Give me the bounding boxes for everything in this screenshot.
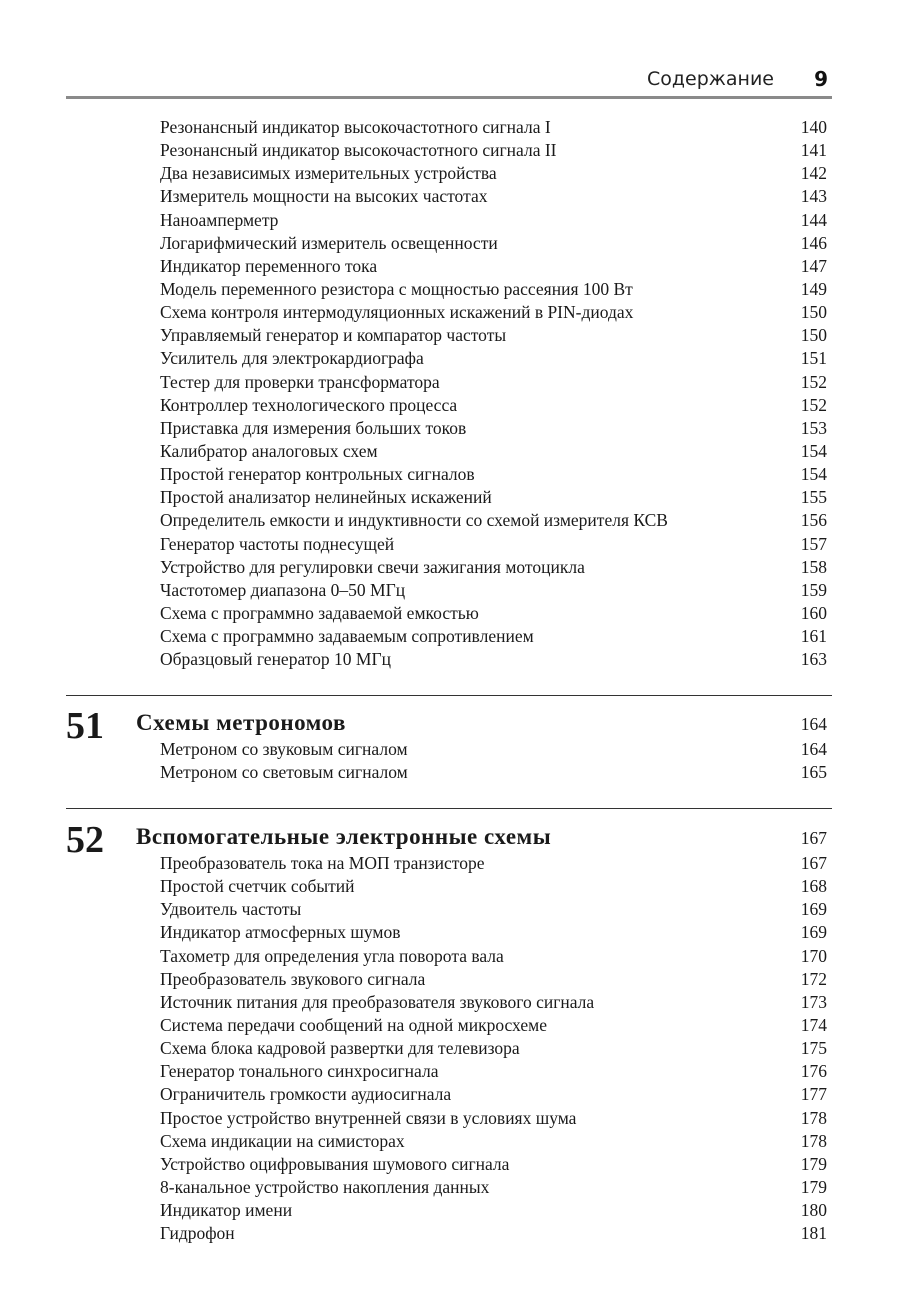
toc-entry-page: 141	[800, 140, 827, 161]
toc-entry-page: 180	[800, 1200, 827, 1221]
toc-entry-page: 174	[800, 1014, 827, 1035]
toc-entry-page: 168	[800, 876, 827, 897]
toc-entry	[160, 968, 827, 991]
toc-entry-title: Ограничитель громкости аудиосигнала	[160, 1084, 452, 1105]
toc-entry	[160, 1083, 827, 1106]
toc-entry-page: 152	[800, 394, 827, 415]
toc-entry-page: 150	[800, 325, 827, 346]
toc-entry-page: 156	[800, 510, 827, 531]
toc-entry	[160, 648, 827, 671]
toc-entry-title: Тестер для проверки трансформатора	[160, 371, 440, 392]
toc-entry-title: Схема с программно задаваемым сопротивлением	[160, 626, 534, 647]
toc-entry-title: Схема блока кадровой развертки для телевизора	[160, 1038, 520, 1059]
toc-entry-page: 158	[800, 556, 827, 577]
toc-entry-title: Схема индикации на симисторах	[160, 1130, 405, 1151]
toc-entry	[160, 371, 827, 394]
toc-entry	[160, 232, 827, 255]
toc-entry-page: 153	[800, 417, 827, 438]
toc-entry	[160, 1060, 827, 1083]
toc-entry-title: Образцовый генератор 10 МГц	[160, 649, 391, 670]
toc-entry	[160, 1222, 827, 1245]
toc-entry-page: 143	[800, 186, 827, 207]
toc-entry-page: 169	[800, 922, 827, 943]
toc-entry-page: 179	[800, 1176, 827, 1197]
toc-entry-title: Простое устройство внутренней связи в условиях шума	[160, 1107, 577, 1128]
toc-entry-title: Калибратор аналоговых схем	[160, 440, 378, 461]
toc-entry	[160, 556, 827, 579]
toc-entry	[160, 162, 827, 185]
toc-entry-page: 165	[800, 762, 827, 783]
toc-entry-title: Резонансный индикатор высокочастотного сигнала II	[160, 140, 557, 161]
toc-entry-page: 161	[800, 626, 827, 647]
chapter-divider	[66, 695, 832, 696]
toc-entry	[160, 602, 827, 625]
page-header	[66, 60, 832, 99]
toc-entry-page: 140	[800, 117, 827, 137]
toc-entry-title: Схема контроля интермодуляционных искажений в PIN-диодах	[160, 302, 634, 323]
toc-entry	[160, 463, 827, 486]
toc-entry	[160, 394, 827, 417]
toc-entry-title: Простой генератор контрольных сигналов	[160, 464, 475, 485]
toc-entry	[160, 1199, 827, 1222]
toc-entry-title: Преобразователь тока на МОП транзисторе	[160, 853, 485, 873]
toc-entry	[160, 579, 827, 602]
toc-entry-title: Тахометр для определения угла поворота вала	[160, 945, 504, 966]
toc-entry-title: Метроном со звуковым сигналом	[160, 739, 408, 759]
toc-entry-page: 149	[800, 278, 827, 299]
toc-entry-title: Определитель емкости и индуктивности со схемой измерителя КСВ	[160, 510, 668, 531]
toc-entry	[160, 875, 827, 898]
toc-entry-page: 144	[800, 209, 827, 230]
toc-entry	[160, 533, 827, 556]
toc-entry-title: Источник питания для преобразователя звукового сигнала	[160, 991, 595, 1012]
running-header-title: Содержание	[647, 68, 774, 90]
toc-entry-title: Индикатор атмосферных шумов	[160, 922, 401, 943]
toc-entry	[160, 1153, 827, 1176]
toc-entry	[160, 301, 827, 324]
toc-entry	[160, 945, 827, 968]
toc-entry	[160, 991, 827, 1014]
chapter-title: Вспомогательные электронные схемы	[136, 824, 552, 849]
toc-entry-page: 152	[800, 371, 827, 392]
toc-entry-title: Управляемый генератор и компаратор частоты	[160, 325, 507, 346]
toc-entry-page: 169	[800, 899, 827, 920]
toc-entry-title: Удвоитель частоты	[160, 899, 302, 920]
toc-entry-title: Устройство для регулировки свечи зажигания мотоцикла	[160, 556, 585, 577]
toc-entry-title: Простой анализатор нелинейных искажений	[160, 487, 492, 508]
toc-entry	[160, 255, 827, 278]
toc-entry-page: 151	[800, 348, 827, 369]
toc-entry-title: Гидрофон	[160, 1223, 235, 1244]
toc-entry	[160, 1176, 827, 1199]
toc-entry	[160, 738, 827, 761]
toc-entry-title: Схема с программно задаваемой емкостью	[160, 602, 479, 623]
toc-entry-page: 154	[800, 440, 827, 461]
toc-entry-title: Контроллер технологического процесса	[160, 394, 458, 415]
chapter-number: 52	[66, 819, 104, 861]
toc-entry-title: Преобразователь звукового сигнала	[160, 968, 426, 989]
toc-entry-title: Усилитель для электрокардиографа	[160, 348, 424, 369]
toc-entry	[160, 209, 827, 232]
toc-entry-list	[160, 738, 827, 784]
toc-entry-page: 173	[800, 991, 827, 1012]
toc-entry-page: 181	[800, 1223, 827, 1244]
toc-entry	[160, 116, 827, 139]
chapter-number: 51	[66, 705, 104, 747]
toc-entry-page: 157	[800, 533, 827, 554]
chapter-divider	[66, 808, 832, 809]
toc-entry	[160, 1037, 827, 1060]
toc-entry-page: 155	[800, 487, 827, 508]
toc-entry	[160, 1014, 827, 1037]
toc-entry-page: 160	[800, 602, 827, 623]
toc-entry-page: 172	[800, 968, 827, 989]
toc-entry-page: 179	[800, 1153, 827, 1174]
running-header-page-number: 9	[814, 67, 828, 91]
toc-entry-title: Простой счетчик событий	[160, 876, 355, 897]
toc-entry-page: 176	[800, 1061, 827, 1082]
toc-entry-title: Устройство оцифровывания шумового сигнала	[160, 1153, 510, 1174]
toc-entry	[160, 324, 827, 347]
toc-entry	[160, 921, 827, 944]
toc-entry	[160, 185, 827, 208]
toc-entry-page: 170	[800, 945, 827, 966]
toc-entry-title: Частотомер диапазона 0–50 МГц	[160, 579, 406, 600]
toc-entry-page: 159	[800, 579, 827, 600]
toc-entry	[160, 625, 827, 648]
toc-entry	[160, 898, 827, 921]
toc-entry-title: 8-канальное устройство накопления данных	[160, 1176, 490, 1197]
toc-entry	[160, 1130, 827, 1153]
toc-entry-title: Модель переменного резистора с мощностью рассеяния 100 Вт	[160, 278, 633, 299]
toc-entry-title: Система передачи сообщений на одной микросхеме	[160, 1014, 547, 1035]
toc-entry-page: 163	[800, 649, 827, 670]
toc-entry-page: 167	[800, 853, 827, 873]
toc-entry-page: 146	[800, 232, 827, 253]
toc-entry-list	[160, 852, 827, 1245]
toc-entry-title: Два независимых измерительных устройства	[160, 163, 497, 184]
toc-entry-title: Логарифмический измеритель освещенности	[160, 232, 498, 253]
toc-entry	[160, 139, 827, 162]
toc-entry-page: 175	[800, 1038, 827, 1059]
toc-entry-page: 154	[800, 464, 827, 485]
toc-entry-title: Приставка для измерения больших токов	[160, 417, 467, 438]
toc-entry-list	[160, 116, 827, 671]
toc-entry	[160, 347, 827, 370]
toc-entry-page: 150	[800, 302, 827, 323]
toc-entry	[160, 486, 827, 509]
toc-entry-title: Генератор тонального синхросигнала	[160, 1061, 439, 1082]
toc-entry	[160, 852, 827, 875]
toc-entry-title: Генератор частоты поднесущей	[160, 533, 395, 554]
toc-entry	[160, 761, 827, 784]
chapter-title: Схемы метрономов	[136, 710, 346, 735]
toc-entry-page: 178	[800, 1107, 827, 1128]
toc-entry-title: Метроном со световым сигналом	[160, 762, 408, 783]
toc-entry-title: Резонансный индикатор высокочастотного сигнала I	[160, 117, 551, 137]
toc-entry-page: 147	[800, 255, 827, 276]
toc-entry-page: 177	[800, 1084, 827, 1105]
toc-entry-title: Индикатор имени	[160, 1200, 293, 1221]
toc-entry	[160, 1107, 827, 1130]
toc-entry-page: 164	[800, 739, 827, 759]
toc-entry	[160, 509, 827, 532]
toc-entry	[160, 278, 827, 301]
toc-entry-page: 178	[800, 1130, 827, 1151]
toc-entry-title: Измеритель мощности на высоких частотах	[160, 186, 488, 207]
toc-entry-title: Наноамперметр	[160, 209, 279, 230]
chapter-page-number: 164	[800, 714, 827, 734]
toc-entry-title: Индикатор переменного тока	[160, 255, 378, 276]
toc-entry	[160, 417, 827, 440]
chapter-page-number: 167	[800, 828, 827, 848]
toc-entry-page: 142	[800, 163, 827, 184]
toc-entry	[160, 440, 827, 463]
